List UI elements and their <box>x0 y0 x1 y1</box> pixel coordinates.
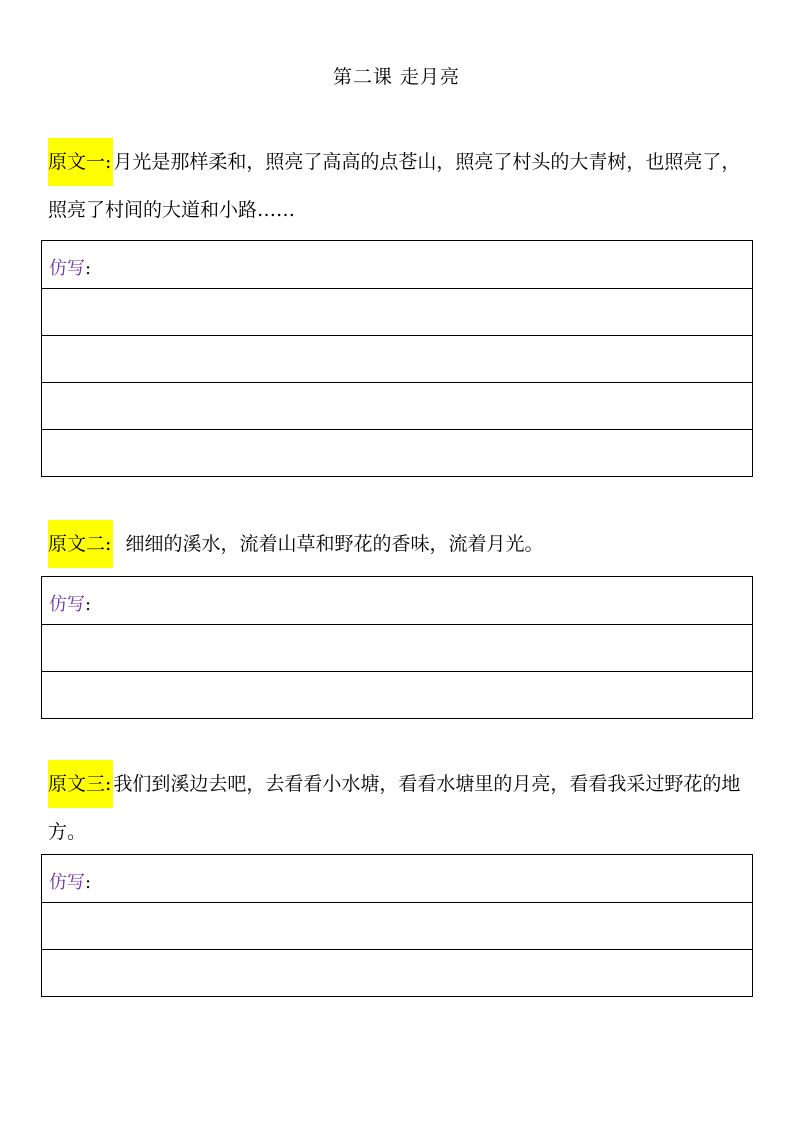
imitation-label-row <box>42 855 752 902</box>
writing-line[interactable] <box>42 429 752 476</box>
imitation-label-row <box>42 577 752 624</box>
original-text-1 <box>48 138 753 234</box>
original-label-2: 原文二: <box>48 520 113 568</box>
original-label-1: 原文一: <box>48 138 113 186</box>
writing-line[interactable] <box>42 288 752 335</box>
writing-line[interactable] <box>42 382 752 429</box>
original-body-1: 月光是那样柔和，照亮了高高的点苍山，照亮了村头的大青树，也照亮了，照亮了村间的大道和小路…… <box>48 151 741 221</box>
page-title: 第二课 走月亮 <box>332 66 461 88</box>
imitation-table-2 <box>41 576 753 719</box>
imitation-label: 仿写 <box>49 258 85 279</box>
imitation-colon: : <box>85 872 92 893</box>
imitation-table-3 <box>41 854 753 997</box>
original-label-3: 原文三: <box>48 760 113 808</box>
imitation-label: 仿写 <box>49 872 85 893</box>
imitation-colon: : <box>85 258 92 279</box>
writing-line[interactable] <box>42 902 752 949</box>
writing-line[interactable] <box>42 335 752 382</box>
imitation-label-row <box>42 241 752 288</box>
imitation-table-1 <box>41 240 753 477</box>
writing-line[interactable] <box>42 671 752 718</box>
original-body-2: 细细的溪水，流着山草和野花的香味，流着月光。 <box>113 533 544 555</box>
original-body-3: 我们到溪边去吧，去看看小水塘，看看水塘里的月亮，看看我采过野花的地方。 <box>48 773 741 843</box>
imitation-colon: : <box>85 594 92 615</box>
writing-line[interactable] <box>42 624 752 671</box>
original-text-2 <box>48 520 753 568</box>
writing-line[interactable] <box>42 949 752 996</box>
imitation-label: 仿写 <box>49 594 85 615</box>
original-text-3 <box>48 760 753 856</box>
